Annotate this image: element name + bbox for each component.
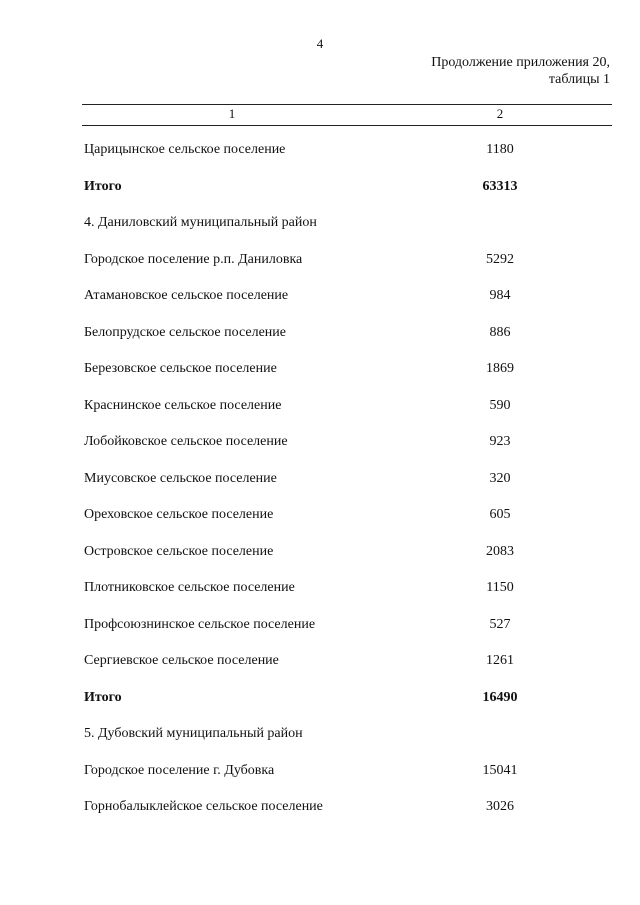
row-name: Итого [84, 689, 122, 705]
row-name: Краснинское сельское поселение [84, 397, 282, 413]
table-row [0, 505, 640, 542]
row-value: 1869 [486, 361, 514, 376]
row-name: Сергиевское сельское поселение [84, 653, 279, 668]
continuation-note [431, 54, 610, 88]
total-row [0, 688, 640, 725]
continuation-line-2: таблицы 1 [548, 72, 610, 87]
section-heading-row [0, 724, 640, 761]
row-value: 320 [489, 470, 511, 486]
row-value: 527 [489, 616, 511, 632]
row-value: 605 [489, 507, 511, 522]
column-header-2: 2 [496, 106, 504, 121]
page-number: 4 [316, 36, 324, 51]
table-row [0, 359, 640, 396]
total-row [0, 177, 640, 214]
table-row [0, 797, 640, 834]
row-name: 4. Даниловский муниципальный район [84, 215, 317, 230]
row-value: 984 [489, 288, 511, 303]
row-name: Атамановское сельское поселение [84, 288, 289, 303]
column-header-1: 1 [228, 106, 236, 121]
row-value: 886 [489, 324, 511, 340]
row-value: 590 [489, 397, 511, 413]
table-row [0, 469, 640, 506]
table-row [0, 396, 640, 433]
row-value: 63313 [482, 178, 518, 194]
table-row [0, 615, 640, 652]
row-value: 1180 [486, 142, 514, 157]
table-row [0, 651, 640, 688]
table-row [0, 432, 640, 469]
row-name: Березовское сельское поселение [84, 361, 277, 376]
table-row [0, 578, 640, 615]
section-heading-row [0, 213, 640, 250]
row-value: 2083 [486, 543, 514, 559]
row-value: 5292 [486, 251, 514, 267]
row-name: Итого [84, 178, 122, 194]
table-row [0, 286, 640, 323]
row-name: Царицынское сельское поселение [84, 142, 286, 157]
row-value: 1261 [486, 653, 514, 668]
table-row [0, 542, 640, 579]
table-row [0, 761, 640, 798]
row-value: 15041 [482, 762, 518, 778]
row-name: Плотниковское сельское поселение [84, 580, 295, 595]
row-value: 16490 [482, 689, 518, 705]
continuation-line-1: Продолжение приложения 20, [431, 55, 610, 70]
row-name: 5. Дубовский муниципальный район [84, 726, 303, 741]
row-name: Профсоюзнинское сельское поселение [84, 616, 316, 632]
table-row [0, 323, 640, 360]
row-value: 923 [489, 434, 511, 449]
row-name: Островское сельское поселение [84, 543, 274, 559]
row-name: Городское поселение р.п. Даниловка [84, 251, 303, 267]
table-row [0, 140, 640, 177]
row-name: Горнобалыклейское сельское поселение [84, 799, 323, 814]
row-name: Миусовское сельское поселение [84, 470, 277, 486]
row-name: Белопрудское сельское поселение [84, 324, 286, 340]
table-header-bottom-rule [82, 125, 612, 126]
row-name: Лобойковское сельское поселение [84, 434, 288, 449]
table-header-top-rule [82, 104, 612, 105]
row-name: Ореховское сельское поселение [84, 507, 274, 522]
table-body [0, 140, 640, 834]
table-row [0, 250, 640, 287]
row-value: 3026 [486, 799, 514, 814]
row-value: 1150 [486, 580, 514, 595]
row-name: Городское поселение г. Дубовка [84, 762, 275, 778]
